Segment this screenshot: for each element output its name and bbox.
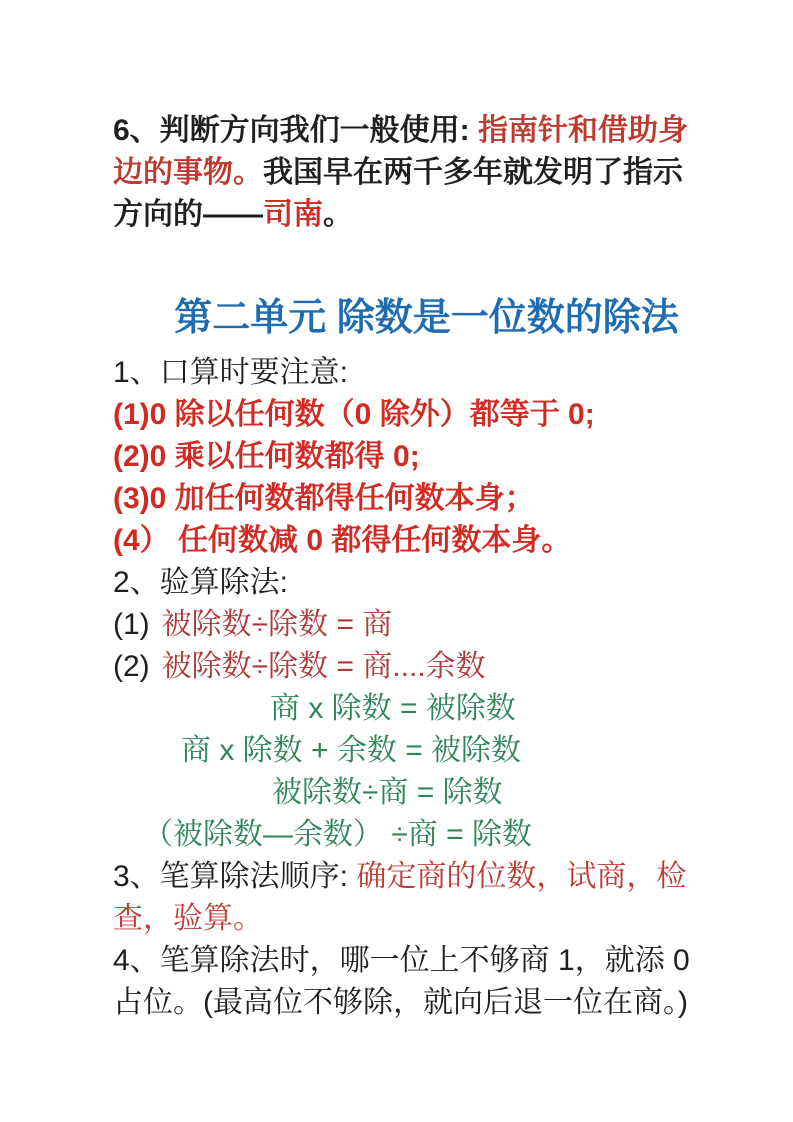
- intro-line-1: [113, 106, 713, 148]
- check2-formula: 被除数÷除数 = 商....余数: [161, 650, 486, 683]
- unit2-heading: 第二单元 除数是一位数的除法: [174, 297, 679, 339]
- unit2-section: [113, 352, 713, 1024]
- check2-number: (2): [113, 650, 150, 683]
- check-line-1: [113, 604, 713, 646]
- intro-line3-black-pre: 方向的——: [113, 198, 263, 231]
- item4-line-1: 4、笔算除法时，哪一位上不够商 1，就添 0: [113, 944, 690, 977]
- item3-line-2: 查，验算。: [113, 902, 263, 935]
- green-formula-2: 商 x 除数 + 余数 = 被除数: [181, 734, 522, 767]
- rule-1: (1)0 除以任何数（0 除外）都等于 0;: [113, 398, 595, 431]
- green-formula-4: （被除数—余数） ÷商 = 除数: [143, 818, 532, 851]
- check1-number: (1): [113, 608, 150, 641]
- green-formula-3: 被除数÷商 = 除数: [272, 776, 503, 809]
- item3-line-1: [113, 856, 713, 898]
- rule-4: (4） 任何数减 0 都得任何数本身。: [113, 524, 572, 557]
- green-formula-1: 商 x 除数 = 被除数: [270, 692, 516, 725]
- item3-label: 3、笔算除法顺序:: [113, 860, 357, 893]
- rule-2: (2)0 乘以任何数都得 0;: [113, 440, 420, 473]
- item1-label: 1、口算时要注意:: [113, 356, 349, 389]
- check-line-2: [113, 646, 713, 688]
- intro-line2-red: 边的事物。: [113, 156, 263, 189]
- item3-red-steps: 确定商的位数，试商，检: [356, 860, 687, 893]
- item4-line-2: 占位。(最高位不够除，就向后退一位在商。): [113, 986, 688, 1019]
- intro-line1-red-compass: 指南针和借助身: [478, 114, 689, 147]
- rule-3: (3)0 加任何数都得任何数本身；: [113, 482, 535, 515]
- intro-paragraph: [113, 106, 713, 232]
- intro-line-2: [113, 148, 713, 190]
- intro-line2-black: 我国早在两千多年就发明了指示: [263, 156, 683, 189]
- item2-label: 2、验算除法:: [113, 566, 289, 599]
- intro-line-3: [113, 190, 713, 232]
- intro-line1-black: 6、判断方向我们一般使用:: [113, 114, 479, 147]
- intro-line3-black-post: 。: [323, 198, 353, 231]
- check1-formula: 被除数÷除数 = 商: [161, 608, 393, 641]
- intro-line3-sinan: 司南: [263, 198, 323, 231]
